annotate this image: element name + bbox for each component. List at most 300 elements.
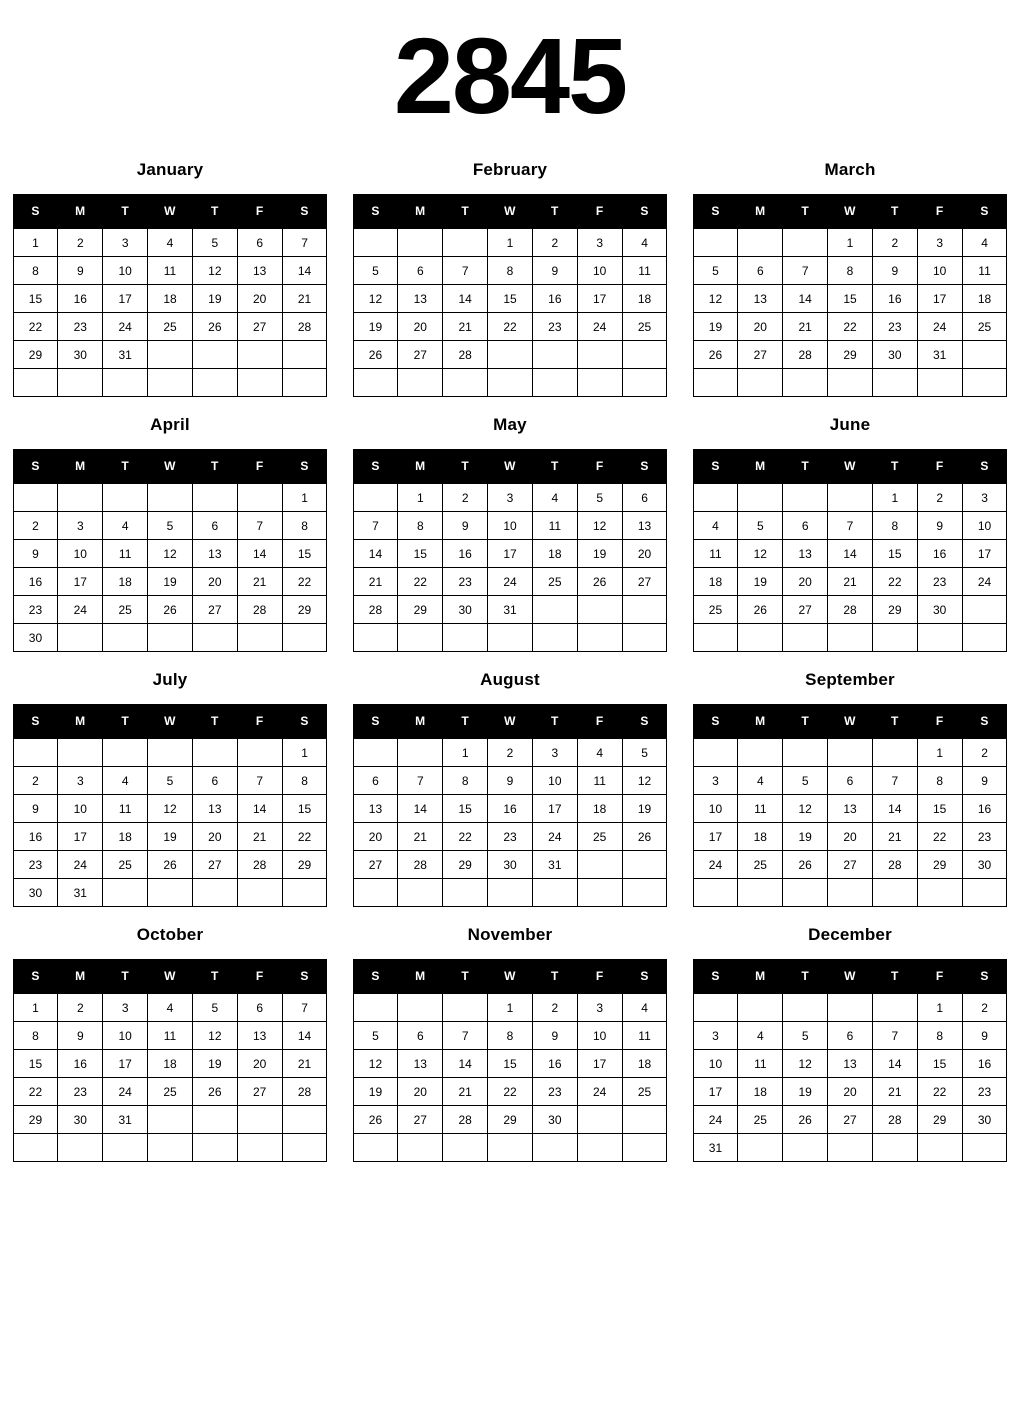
day-cell[interactable]: 7 bbox=[872, 1022, 917, 1050]
day-cell[interactable]: 10 bbox=[693, 1050, 738, 1078]
day-cell[interactable]: 23 bbox=[917, 568, 962, 596]
day-cell[interactable]: 26 bbox=[783, 851, 828, 879]
day-cell[interactable]: 16 bbox=[13, 823, 58, 851]
day-cell[interactable]: 31 bbox=[103, 341, 148, 369]
day-cell[interactable]: 26 bbox=[192, 313, 237, 341]
day-cell[interactable]: 11 bbox=[738, 795, 783, 823]
day-cell[interactable]: 2 bbox=[13, 767, 58, 795]
day-cell[interactable]: 7 bbox=[237, 512, 282, 540]
day-cell[interactable]: 11 bbox=[103, 540, 148, 568]
day-cell[interactable]: 27 bbox=[353, 851, 398, 879]
day-cell[interactable]: 14 bbox=[828, 540, 873, 568]
day-cell[interactable]: 5 bbox=[783, 767, 828, 795]
day-cell[interactable]: 6 bbox=[622, 484, 667, 512]
day-cell[interactable]: 8 bbox=[13, 1022, 58, 1050]
day-cell[interactable]: 9 bbox=[917, 512, 962, 540]
day-cell[interactable]: 16 bbox=[872, 285, 917, 313]
day-cell[interactable]: 29 bbox=[282, 851, 327, 879]
day-cell[interactable]: 12 bbox=[577, 512, 622, 540]
day-cell[interactable]: 28 bbox=[282, 313, 327, 341]
day-cell[interactable]: 15 bbox=[282, 795, 327, 823]
day-cell[interactable]: 25 bbox=[738, 1106, 783, 1134]
day-cell[interactable]: 2 bbox=[962, 994, 1007, 1022]
day-cell[interactable]: 6 bbox=[783, 512, 828, 540]
day-cell[interactable]: 11 bbox=[693, 540, 738, 568]
day-cell[interactable]: 20 bbox=[192, 568, 237, 596]
day-cell[interactable]: 23 bbox=[532, 313, 577, 341]
day-cell[interactable]: 2 bbox=[443, 484, 488, 512]
day-cell[interactable]: 23 bbox=[58, 313, 103, 341]
day-cell[interactable]: 11 bbox=[148, 1022, 193, 1050]
day-cell[interactable]: 13 bbox=[398, 1050, 443, 1078]
day-cell[interactable]: 23 bbox=[962, 823, 1007, 851]
day-cell[interactable]: 25 bbox=[148, 313, 193, 341]
day-cell[interactable]: 9 bbox=[58, 1022, 103, 1050]
day-cell[interactable]: 18 bbox=[622, 1050, 667, 1078]
day-cell[interactable]: 16 bbox=[532, 285, 577, 313]
day-cell[interactable]: 29 bbox=[443, 851, 488, 879]
day-cell[interactable]: 13 bbox=[622, 512, 667, 540]
day-cell[interactable]: 1 bbox=[917, 994, 962, 1022]
day-cell[interactable]: 6 bbox=[192, 767, 237, 795]
day-cell[interactable]: 12 bbox=[738, 540, 783, 568]
day-cell[interactable]: 15 bbox=[398, 540, 443, 568]
day-cell[interactable]: 12 bbox=[783, 795, 828, 823]
day-cell[interactable]: 26 bbox=[192, 1078, 237, 1106]
day-cell[interactable]: 24 bbox=[58, 596, 103, 624]
day-cell[interactable]: 17 bbox=[532, 795, 577, 823]
day-cell[interactable]: 8 bbox=[872, 512, 917, 540]
day-cell[interactable]: 1 bbox=[828, 229, 873, 257]
day-cell[interactable]: 19 bbox=[192, 1050, 237, 1078]
day-cell[interactable]: 19 bbox=[783, 823, 828, 851]
day-cell[interactable]: 3 bbox=[58, 512, 103, 540]
day-cell[interactable]: 8 bbox=[282, 512, 327, 540]
day-cell[interactable]: 24 bbox=[577, 1078, 622, 1106]
day-cell[interactable]: 11 bbox=[103, 795, 148, 823]
day-cell[interactable]: 19 bbox=[353, 1078, 398, 1106]
day-cell[interactable]: 21 bbox=[443, 313, 488, 341]
day-cell[interactable]: 28 bbox=[282, 1078, 327, 1106]
day-cell[interactable]: 17 bbox=[693, 823, 738, 851]
day-cell[interactable]: 24 bbox=[962, 568, 1007, 596]
day-cell[interactable]: 6 bbox=[353, 767, 398, 795]
day-cell[interactable]: 11 bbox=[738, 1050, 783, 1078]
day-cell[interactable]: 2 bbox=[532, 994, 577, 1022]
day-cell[interactable]: 7 bbox=[443, 1022, 488, 1050]
day-cell[interactable]: 2 bbox=[58, 229, 103, 257]
day-cell[interactable]: 2 bbox=[488, 739, 533, 767]
day-cell[interactable]: 22 bbox=[282, 568, 327, 596]
day-cell[interactable]: 19 bbox=[148, 823, 193, 851]
day-cell[interactable]: 24 bbox=[693, 1106, 738, 1134]
day-cell[interactable]: 3 bbox=[488, 484, 533, 512]
day-cell[interactable]: 1 bbox=[488, 994, 533, 1022]
day-cell[interactable]: 21 bbox=[872, 1078, 917, 1106]
day-cell[interactable]: 6 bbox=[237, 994, 282, 1022]
day-cell[interactable]: 21 bbox=[872, 823, 917, 851]
day-cell[interactable]: 31 bbox=[532, 851, 577, 879]
day-cell[interactable]: 30 bbox=[962, 851, 1007, 879]
day-cell[interactable]: 27 bbox=[192, 596, 237, 624]
day-cell[interactable]: 22 bbox=[488, 1078, 533, 1106]
day-cell[interactable]: 10 bbox=[693, 795, 738, 823]
day-cell[interactable]: 2 bbox=[872, 229, 917, 257]
day-cell[interactable]: 12 bbox=[622, 767, 667, 795]
day-cell[interactable]: 13 bbox=[738, 285, 783, 313]
day-cell[interactable]: 15 bbox=[917, 1050, 962, 1078]
day-cell[interactable]: 18 bbox=[738, 823, 783, 851]
day-cell[interactable]: 15 bbox=[488, 1050, 533, 1078]
day-cell[interactable]: 16 bbox=[443, 540, 488, 568]
day-cell[interactable]: 19 bbox=[353, 313, 398, 341]
day-cell[interactable]: 11 bbox=[622, 1022, 667, 1050]
day-cell[interactable]: 15 bbox=[13, 285, 58, 313]
day-cell[interactable]: 21 bbox=[282, 285, 327, 313]
day-cell[interactable]: 3 bbox=[693, 1022, 738, 1050]
day-cell[interactable]: 29 bbox=[872, 596, 917, 624]
day-cell[interactable]: 17 bbox=[693, 1078, 738, 1106]
day-cell[interactable]: 6 bbox=[237, 229, 282, 257]
day-cell[interactable]: 6 bbox=[828, 767, 873, 795]
day-cell[interactable]: 27 bbox=[398, 1106, 443, 1134]
day-cell[interactable]: 8 bbox=[917, 767, 962, 795]
day-cell[interactable]: 8 bbox=[488, 257, 533, 285]
day-cell[interactable]: 25 bbox=[622, 313, 667, 341]
day-cell[interactable]: 1 bbox=[282, 739, 327, 767]
day-cell[interactable]: 7 bbox=[282, 994, 327, 1022]
day-cell[interactable]: 24 bbox=[917, 313, 962, 341]
day-cell[interactable]: 30 bbox=[58, 1106, 103, 1134]
day-cell[interactable]: 3 bbox=[103, 994, 148, 1022]
day-cell[interactable]: 18 bbox=[693, 568, 738, 596]
day-cell[interactable]: 17 bbox=[577, 285, 622, 313]
day-cell[interactable]: 1 bbox=[443, 739, 488, 767]
day-cell[interactable]: 10 bbox=[58, 540, 103, 568]
day-cell[interactable]: 13 bbox=[398, 285, 443, 313]
day-cell[interactable]: 13 bbox=[192, 795, 237, 823]
day-cell[interactable]: 20 bbox=[398, 1078, 443, 1106]
day-cell[interactable]: 29 bbox=[828, 341, 873, 369]
day-cell[interactable]: 19 bbox=[738, 568, 783, 596]
day-cell[interactable]: 9 bbox=[872, 257, 917, 285]
day-cell[interactable]: 30 bbox=[532, 1106, 577, 1134]
day-cell[interactable]: 30 bbox=[962, 1106, 1007, 1134]
day-cell[interactable]: 10 bbox=[917, 257, 962, 285]
day-cell[interactable]: 17 bbox=[103, 285, 148, 313]
day-cell[interactable]: 22 bbox=[872, 568, 917, 596]
day-cell[interactable]: 20 bbox=[783, 568, 828, 596]
day-cell[interactable]: 14 bbox=[872, 1050, 917, 1078]
day-cell[interactable]: 14 bbox=[237, 795, 282, 823]
day-cell[interactable]: 31 bbox=[693, 1134, 738, 1162]
day-cell[interactable]: 1 bbox=[13, 994, 58, 1022]
day-cell[interactable]: 11 bbox=[962, 257, 1007, 285]
day-cell[interactable]: 20 bbox=[237, 1050, 282, 1078]
day-cell[interactable]: 31 bbox=[488, 596, 533, 624]
day-cell[interactable]: 9 bbox=[488, 767, 533, 795]
day-cell[interactable]: 20 bbox=[353, 823, 398, 851]
day-cell[interactable]: 28 bbox=[783, 341, 828, 369]
day-cell[interactable]: 16 bbox=[962, 1050, 1007, 1078]
day-cell[interactable]: 17 bbox=[488, 540, 533, 568]
day-cell[interactable]: 23 bbox=[13, 851, 58, 879]
day-cell[interactable]: 22 bbox=[13, 1078, 58, 1106]
day-cell[interactable]: 21 bbox=[237, 823, 282, 851]
day-cell[interactable]: 29 bbox=[13, 341, 58, 369]
day-cell[interactable]: 4 bbox=[103, 767, 148, 795]
day-cell[interactable]: 5 bbox=[577, 484, 622, 512]
day-cell[interactable]: 17 bbox=[577, 1050, 622, 1078]
day-cell[interactable]: 1 bbox=[872, 484, 917, 512]
day-cell[interactable]: 20 bbox=[828, 1078, 873, 1106]
day-cell[interactable]: 15 bbox=[13, 1050, 58, 1078]
day-cell[interactable]: 21 bbox=[443, 1078, 488, 1106]
day-cell[interactable]: 20 bbox=[738, 313, 783, 341]
day-cell[interactable]: 7 bbox=[282, 229, 327, 257]
day-cell[interactable]: 1 bbox=[917, 739, 962, 767]
day-cell[interactable]: 15 bbox=[443, 795, 488, 823]
day-cell[interactable]: 22 bbox=[443, 823, 488, 851]
day-cell[interactable]: 24 bbox=[103, 313, 148, 341]
day-cell[interactable]: 10 bbox=[962, 512, 1007, 540]
day-cell[interactable]: 19 bbox=[622, 795, 667, 823]
day-cell[interactable]: 28 bbox=[443, 1106, 488, 1134]
day-cell[interactable]: 5 bbox=[693, 257, 738, 285]
day-cell[interactable]: 3 bbox=[917, 229, 962, 257]
day-cell[interactable]: 14 bbox=[872, 795, 917, 823]
day-cell[interactable]: 9 bbox=[13, 540, 58, 568]
day-cell[interactable]: 25 bbox=[103, 596, 148, 624]
day-cell[interactable]: 18 bbox=[103, 823, 148, 851]
day-cell[interactable]: 27 bbox=[192, 851, 237, 879]
day-cell[interactable]: 24 bbox=[693, 851, 738, 879]
day-cell[interactable]: 9 bbox=[532, 1022, 577, 1050]
day-cell[interactable]: 13 bbox=[353, 795, 398, 823]
day-cell[interactable]: 14 bbox=[443, 1050, 488, 1078]
day-cell[interactable]: 29 bbox=[917, 1106, 962, 1134]
day-cell[interactable]: 21 bbox=[783, 313, 828, 341]
day-cell[interactable]: 14 bbox=[282, 1022, 327, 1050]
day-cell[interactable]: 13 bbox=[237, 1022, 282, 1050]
day-cell[interactable]: 7 bbox=[398, 767, 443, 795]
day-cell[interactable]: 2 bbox=[962, 739, 1007, 767]
day-cell[interactable]: 26 bbox=[693, 341, 738, 369]
day-cell[interactable]: 17 bbox=[58, 568, 103, 596]
day-cell[interactable]: 25 bbox=[577, 823, 622, 851]
day-cell[interactable]: 26 bbox=[148, 851, 193, 879]
day-cell[interactable]: 20 bbox=[622, 540, 667, 568]
day-cell[interactable]: 20 bbox=[237, 285, 282, 313]
day-cell[interactable]: 10 bbox=[103, 257, 148, 285]
day-cell[interactable]: 3 bbox=[532, 739, 577, 767]
day-cell[interactable]: 8 bbox=[13, 257, 58, 285]
day-cell[interactable]: 26 bbox=[783, 1106, 828, 1134]
day-cell[interactable]: 24 bbox=[103, 1078, 148, 1106]
day-cell[interactable]: 6 bbox=[828, 1022, 873, 1050]
day-cell[interactable]: 22 bbox=[917, 823, 962, 851]
day-cell[interactable]: 14 bbox=[282, 257, 327, 285]
day-cell[interactable]: 14 bbox=[237, 540, 282, 568]
day-cell[interactable]: 29 bbox=[282, 596, 327, 624]
day-cell[interactable]: 28 bbox=[398, 851, 443, 879]
day-cell[interactable]: 31 bbox=[917, 341, 962, 369]
day-cell[interactable]: 17 bbox=[58, 823, 103, 851]
day-cell[interactable]: 28 bbox=[872, 1106, 917, 1134]
day-cell[interactable]: 26 bbox=[738, 596, 783, 624]
day-cell[interactable]: 17 bbox=[962, 540, 1007, 568]
day-cell[interactable]: 23 bbox=[872, 313, 917, 341]
day-cell[interactable]: 9 bbox=[13, 795, 58, 823]
day-cell[interactable]: 4 bbox=[738, 767, 783, 795]
day-cell[interactable]: 4 bbox=[103, 512, 148, 540]
day-cell[interactable]: 25 bbox=[148, 1078, 193, 1106]
day-cell[interactable]: 5 bbox=[353, 257, 398, 285]
day-cell[interactable]: 28 bbox=[353, 596, 398, 624]
day-cell[interactable]: 16 bbox=[488, 795, 533, 823]
day-cell[interactable]: 2 bbox=[917, 484, 962, 512]
day-cell[interactable]: 8 bbox=[398, 512, 443, 540]
day-cell[interactable]: 8 bbox=[443, 767, 488, 795]
day-cell[interactable]: 20 bbox=[398, 313, 443, 341]
day-cell[interactable]: 28 bbox=[443, 341, 488, 369]
day-cell[interactable]: 10 bbox=[577, 1022, 622, 1050]
day-cell[interactable]: 15 bbox=[282, 540, 327, 568]
day-cell[interactable]: 30 bbox=[58, 341, 103, 369]
day-cell[interactable]: 12 bbox=[148, 795, 193, 823]
day-cell[interactable]: 22 bbox=[13, 313, 58, 341]
day-cell[interactable]: 24 bbox=[577, 313, 622, 341]
day-cell[interactable]: 27 bbox=[828, 851, 873, 879]
day-cell[interactable]: 22 bbox=[488, 313, 533, 341]
day-cell[interactable]: 19 bbox=[693, 313, 738, 341]
day-cell[interactable]: 18 bbox=[148, 1050, 193, 1078]
day-cell[interactable]: 1 bbox=[488, 229, 533, 257]
day-cell[interactable]: 16 bbox=[58, 285, 103, 313]
day-cell[interactable]: 25 bbox=[738, 851, 783, 879]
day-cell[interactable]: 12 bbox=[148, 540, 193, 568]
day-cell[interactable]: 9 bbox=[443, 512, 488, 540]
day-cell[interactable]: 8 bbox=[282, 767, 327, 795]
day-cell[interactable]: 7 bbox=[783, 257, 828, 285]
day-cell[interactable]: 9 bbox=[532, 257, 577, 285]
day-cell[interactable]: 12 bbox=[783, 1050, 828, 1078]
day-cell[interactable]: 25 bbox=[532, 568, 577, 596]
day-cell[interactable]: 27 bbox=[828, 1106, 873, 1134]
day-cell[interactable]: 21 bbox=[398, 823, 443, 851]
day-cell[interactable]: 4 bbox=[577, 739, 622, 767]
day-cell[interactable]: 10 bbox=[577, 257, 622, 285]
day-cell[interactable]: 8 bbox=[917, 1022, 962, 1050]
day-cell[interactable]: 25 bbox=[693, 596, 738, 624]
day-cell[interactable]: 1 bbox=[398, 484, 443, 512]
day-cell[interactable]: 5 bbox=[783, 1022, 828, 1050]
day-cell[interactable]: 3 bbox=[58, 767, 103, 795]
day-cell[interactable]: 5 bbox=[738, 512, 783, 540]
day-cell[interactable]: 15 bbox=[828, 285, 873, 313]
day-cell[interactable]: 27 bbox=[398, 341, 443, 369]
day-cell[interactable]: 12 bbox=[192, 257, 237, 285]
day-cell[interactable]: 4 bbox=[962, 229, 1007, 257]
day-cell[interactable]: 20 bbox=[192, 823, 237, 851]
day-cell[interactable]: 22 bbox=[282, 823, 327, 851]
day-cell[interactable]: 26 bbox=[622, 823, 667, 851]
day-cell[interactable]: 20 bbox=[828, 823, 873, 851]
day-cell[interactable]: 29 bbox=[488, 1106, 533, 1134]
day-cell[interactable]: 1 bbox=[282, 484, 327, 512]
day-cell[interactable]: 13 bbox=[192, 540, 237, 568]
day-cell[interactable]: 5 bbox=[148, 512, 193, 540]
day-cell[interactable]: 7 bbox=[872, 767, 917, 795]
day-cell[interactable]: 1 bbox=[13, 229, 58, 257]
day-cell[interactable]: 3 bbox=[693, 767, 738, 795]
day-cell[interactable]: 25 bbox=[622, 1078, 667, 1106]
day-cell[interactable]: 23 bbox=[488, 823, 533, 851]
day-cell[interactable]: 24 bbox=[58, 851, 103, 879]
day-cell[interactable]: 23 bbox=[443, 568, 488, 596]
day-cell[interactable]: 11 bbox=[532, 512, 577, 540]
day-cell[interactable]: 30 bbox=[13, 879, 58, 907]
day-cell[interactable]: 12 bbox=[192, 1022, 237, 1050]
day-cell[interactable]: 11 bbox=[577, 767, 622, 795]
day-cell[interactable]: 16 bbox=[13, 568, 58, 596]
day-cell[interactable]: 27 bbox=[237, 313, 282, 341]
day-cell[interactable]: 12 bbox=[353, 1050, 398, 1078]
day-cell[interactable]: 4 bbox=[148, 229, 193, 257]
day-cell[interactable]: 6 bbox=[192, 512, 237, 540]
day-cell[interactable]: 5 bbox=[192, 229, 237, 257]
day-cell[interactable]: 14 bbox=[443, 285, 488, 313]
day-cell[interactable]: 24 bbox=[532, 823, 577, 851]
day-cell[interactable]: 27 bbox=[622, 568, 667, 596]
day-cell[interactable]: 11 bbox=[622, 257, 667, 285]
day-cell[interactable]: 26 bbox=[577, 568, 622, 596]
day-cell[interactable]: 30 bbox=[443, 596, 488, 624]
day-cell[interactable]: 16 bbox=[532, 1050, 577, 1078]
day-cell[interactable]: 2 bbox=[13, 512, 58, 540]
day-cell[interactable]: 26 bbox=[353, 1106, 398, 1134]
day-cell[interactable]: 7 bbox=[237, 767, 282, 795]
day-cell[interactable]: 18 bbox=[962, 285, 1007, 313]
day-cell[interactable]: 6 bbox=[398, 1022, 443, 1050]
day-cell[interactable]: 28 bbox=[828, 596, 873, 624]
day-cell[interactable]: 5 bbox=[622, 739, 667, 767]
day-cell[interactable]: 26 bbox=[148, 596, 193, 624]
day-cell[interactable]: 13 bbox=[828, 1050, 873, 1078]
day-cell[interactable]: 19 bbox=[783, 1078, 828, 1106]
day-cell[interactable]: 7 bbox=[353, 512, 398, 540]
day-cell[interactable]: 21 bbox=[282, 1050, 327, 1078]
day-cell[interactable]: 12 bbox=[353, 285, 398, 313]
day-cell[interactable]: 29 bbox=[13, 1106, 58, 1134]
day-cell[interactable]: 21 bbox=[828, 568, 873, 596]
day-cell[interactable]: 31 bbox=[58, 879, 103, 907]
day-cell[interactable]: 6 bbox=[398, 257, 443, 285]
day-cell[interactable]: 30 bbox=[872, 341, 917, 369]
day-cell[interactable]: 22 bbox=[398, 568, 443, 596]
day-cell[interactable]: 8 bbox=[488, 1022, 533, 1050]
day-cell[interactable]: 14 bbox=[353, 540, 398, 568]
day-cell[interactable]: 17 bbox=[103, 1050, 148, 1078]
day-cell[interactable]: 30 bbox=[13, 624, 58, 652]
day-cell[interactable]: 9 bbox=[962, 1022, 1007, 1050]
day-cell[interactable]: 16 bbox=[58, 1050, 103, 1078]
day-cell[interactable]: 14 bbox=[398, 795, 443, 823]
day-cell[interactable]: 28 bbox=[872, 851, 917, 879]
day-cell[interactable]: 8 bbox=[828, 257, 873, 285]
day-cell[interactable]: 3 bbox=[103, 229, 148, 257]
day-cell[interactable]: 25 bbox=[962, 313, 1007, 341]
